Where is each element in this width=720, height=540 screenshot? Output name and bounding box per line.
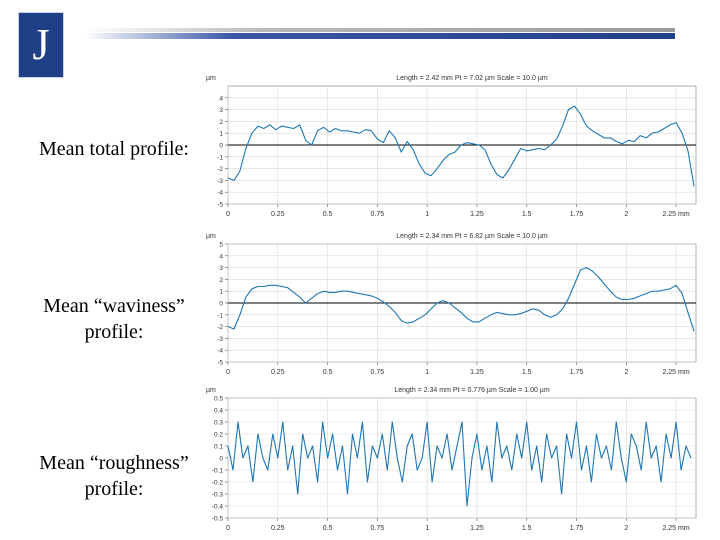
y-tick-label: -1 xyxy=(217,312,223,320)
y-tick-label: -0.1 xyxy=(211,467,223,475)
y-tick-label: -1 xyxy=(217,154,223,162)
label-total-profile xyxy=(24,136,204,162)
y-tick-label: 0.1 xyxy=(213,443,223,451)
y-tick-label: -5 xyxy=(217,201,223,209)
chart-title: Length = 2.42 mm Pt = 7.02 µm Scale = 10.0 µm xyxy=(396,75,548,82)
label-line: profile: xyxy=(84,478,144,500)
x-tick-label: 0 xyxy=(226,211,230,218)
y-tick-label: 5 xyxy=(219,241,223,249)
logo xyxy=(18,12,64,78)
y-tick-label: 4 xyxy=(219,253,223,261)
y-tick-label: 0 xyxy=(219,300,223,308)
label-line: profile: xyxy=(84,321,144,343)
x-tick-label: 1.75 xyxy=(569,211,584,218)
x-tick-label: 1.5 xyxy=(521,369,532,376)
y-tick-label: -3 xyxy=(217,335,223,343)
y-axis-unit: µm xyxy=(206,387,216,394)
x-tick-label: 0 xyxy=(226,369,230,376)
y-tick-label: 3 xyxy=(219,265,223,273)
chart-title: Length = 2.34 mm Pt = 0.776 µm Scale = 1.00 µm xyxy=(394,387,550,394)
x-tick-label: 2 xyxy=(624,211,629,218)
y-tick-label: 1 xyxy=(219,130,223,138)
logo-letter: J xyxy=(32,20,50,69)
y-tick-label: 0.5 xyxy=(213,395,223,403)
x-tick-label: 2.25 mm xyxy=(662,369,690,376)
x-tick-label: 2 xyxy=(624,525,629,532)
x-tick-label: 1.25 xyxy=(470,369,484,376)
chart-total-profile xyxy=(200,70,720,220)
label-line: Mean total profile: xyxy=(39,138,189,160)
y-tick-label: 0.2 xyxy=(213,431,223,439)
x-tick-label: 1.25 xyxy=(470,211,484,218)
x-tick-label: 1 xyxy=(425,525,430,532)
x-tick-label: 1 xyxy=(425,211,430,218)
y-tick-label: -2 xyxy=(217,324,223,332)
x-tick-label: 1 xyxy=(425,369,430,376)
x-tick-label: 0 xyxy=(226,525,230,532)
y-tick-label: -0.3 xyxy=(211,491,223,499)
y-tick-label: 0 xyxy=(219,455,223,463)
x-tick-label: 0.75 xyxy=(370,525,385,532)
x-tick-label: 2.25 mm xyxy=(662,525,690,532)
x-tick-label: 2 xyxy=(624,369,629,376)
y-tick-label: -4 xyxy=(217,189,223,197)
chart-title: Length = 2.34 mm Pt = 6.82 µm Scale = 10.0 µm xyxy=(396,233,548,240)
y-tick-label: 0.3 xyxy=(213,419,223,427)
y-axis-unit: µm xyxy=(206,233,216,240)
x-tick-label: 0.5 xyxy=(322,369,333,376)
x-tick-label: 1.75 xyxy=(569,369,584,376)
x-tick-label: 0.75 xyxy=(370,369,385,376)
y-tick-label: -0.5 xyxy=(211,515,223,523)
header-bar xyxy=(85,28,675,42)
x-tick-label: 1.5 xyxy=(521,525,532,532)
label-waviness-profile xyxy=(24,293,204,345)
y-tick-label: -0.4 xyxy=(211,503,223,511)
y-tick-label: -3 xyxy=(217,177,223,185)
y-tick-label: 2 xyxy=(219,118,223,126)
x-tick-label: 1.75 xyxy=(569,525,584,532)
x-tick-label: 2.25 mm xyxy=(662,211,690,218)
x-tick-label: 0.25 xyxy=(270,369,285,376)
chart-roughness-profile xyxy=(200,382,720,534)
label-line: Mean “roughness” xyxy=(39,452,189,474)
y-tick-label: 4 xyxy=(219,95,223,103)
x-tick-label: 0.5 xyxy=(322,525,333,532)
x-tick-label: 0.5 xyxy=(322,211,333,218)
x-tick-label: 0.75 xyxy=(370,211,385,218)
x-tick-label: 1.5 xyxy=(521,211,532,218)
label-roughness-profile xyxy=(24,450,204,502)
y-tick-label: 3 xyxy=(219,107,223,115)
y-tick-label: -4 xyxy=(217,347,223,355)
y-tick-label: -0.2 xyxy=(211,479,223,487)
label-line: Mean “waviness” xyxy=(43,295,185,317)
chart-waviness-profile xyxy=(200,228,720,378)
y-tick-label: 1 xyxy=(219,288,223,296)
y-tick-label: 0.4 xyxy=(213,407,223,415)
x-tick-label: 0.25 xyxy=(270,525,285,532)
y-tick-label: 2 xyxy=(219,276,223,284)
x-tick-label: 0.25 xyxy=(270,211,285,218)
x-tick-label: 1.25 xyxy=(470,525,484,532)
y-tick-label: -5 xyxy=(217,359,223,367)
y-tick-label: -2 xyxy=(217,166,223,174)
y-tick-label: 0 xyxy=(219,142,223,150)
y-axis-unit: µm xyxy=(206,75,216,82)
